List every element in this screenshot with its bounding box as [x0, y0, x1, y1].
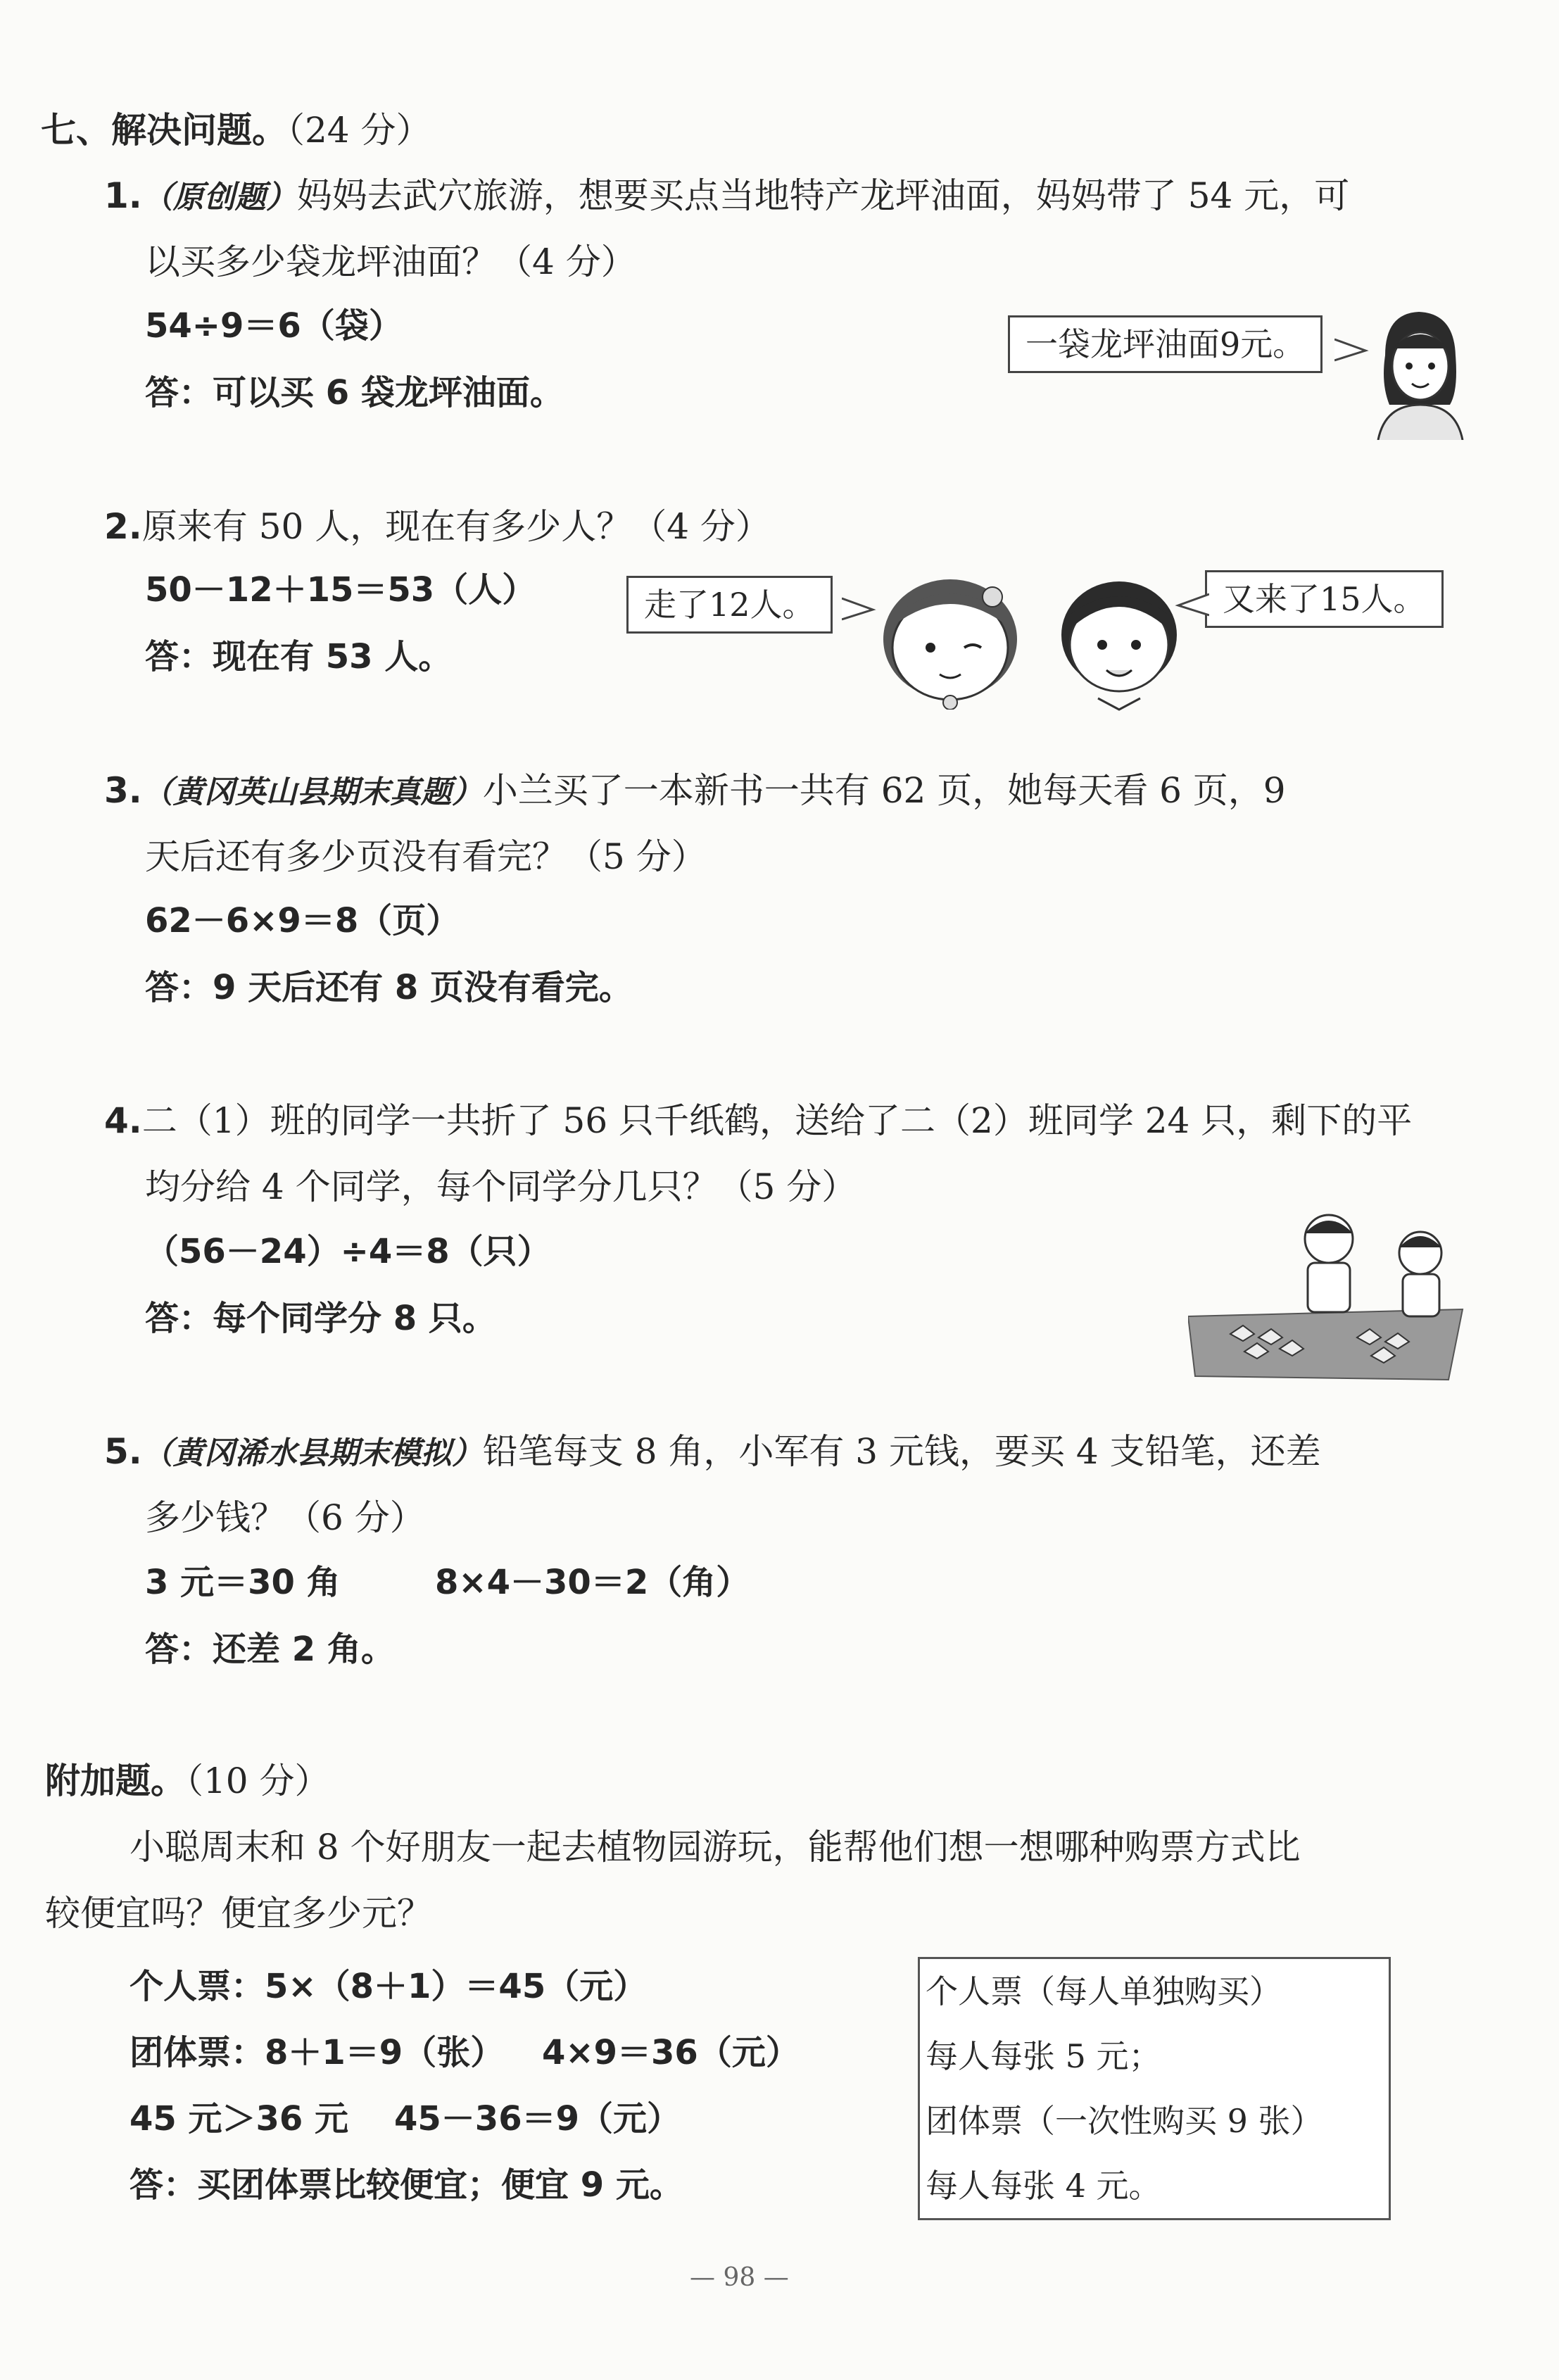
- problem-3-line-1: 3.（黄冈英山县期末真题）小兰买了一本新书一共有 62 页，她每天看 6 页，9: [104, 770, 1286, 811]
- problem-2-answer: 答：现在有 53 人。: [145, 637, 453, 676]
- problem-4-line-2: 均分给 4 个同学，每个同学分几只？（5 分）: [145, 1166, 857, 1207]
- problem-1-answer: 答：可以买 6 袋龙坪油面。: [145, 373, 564, 413]
- bonus-work-3a: 45 元＞36 元: [130, 2099, 349, 2139]
- mother-illustration: [1364, 299, 1470, 440]
- girl-illustration: [873, 569, 1028, 710]
- problem-3-work: 62－6×9＝8（页）: [145, 901, 460, 940]
- problem-3-answer: 答：9 天后还有 8 页没有看完。: [145, 968, 633, 1007]
- problem-2-line-1: 2.原来有 50 人，现在有多少人？（4 分）: [104, 506, 771, 547]
- bonus-line-2: 较便宜吗？便宜多少元？: [45, 1893, 432, 1934]
- bonus-work-2b: 4×9＝36（元）: [542, 2033, 800, 2072]
- ticket-box-line-3: 团体票（一次性购买 9 张）: [926, 2102, 1323, 2140]
- problem-1-line-1: 1.（原创题）妈妈去武穴旅游，想要买点当地特产龙坪油面，妈妈带了 54 元，可: [104, 175, 1350, 216]
- problem-4-answer: 答：每个同学分 8 只。: [145, 1299, 496, 1338]
- speech-bubble-right: 又来了15人。: [1205, 570, 1444, 628]
- problem-5-work-b: 8×4－30＝2（角）: [435, 1563, 750, 1602]
- ticket-box-line-4: 每人每张 4 元。: [926, 2167, 1161, 2205]
- bonus-work-2a: 团体票：8＋1＝9（张）: [130, 2033, 505, 2072]
- section-title: 七、解决问题。（24 分）: [41, 110, 431, 151]
- problem-1-work: 54÷9＝6（袋）: [145, 306, 403, 346]
- boy-illustration: [1056, 572, 1182, 712]
- problem-5-work-a: 3 元＝30 角: [145, 1563, 341, 1602]
- ticket-price-box: [918, 1957, 1391, 2220]
- ticket-box-line-1: 个人票（每人单独购买）: [926, 1972, 1282, 2010]
- bonus-answer: 答：买团体票比较便宜；便宜 9 元。: [130, 2165, 683, 2205]
- problem-2-work: 50－12＋15＝53（人）: [145, 570, 536, 610]
- problem-3-line-2: 天后还有多少页没有看完？（5 分）: [145, 836, 707, 877]
- ticket-box-line-2: 每人每张 5 元；: [926, 2037, 1161, 2075]
- problem-1-line-2: 以买多少袋龙坪油面？（4 分）: [145, 241, 636, 282]
- bonus-work-3b: 45－36＝9（元）: [394, 2099, 681, 2139]
- problem-5-line-2: 多少钱？（6 分）: [145, 1497, 425, 1538]
- problem-4-line-1: 4.二（1）班的同学一共折了 56 只千纸鹤，送给了二（2）班同学 24 只，剩下的平: [104, 1100, 1413, 1141]
- speech-bubble-tail: [842, 596, 877, 624]
- problem-5-line-1: 5.（黄冈浠水县期末模拟）铅笔每支 8 角，小军有 3 元钱，要买 4 支铅笔，还差: [104, 1431, 1321, 1472]
- bonus-work-1: 个人票：5×（8＋1）＝45（元）: [130, 1967, 648, 2006]
- page-number: — 98 —: [690, 2263, 789, 2292]
- speech-bubble-noodle-price: 一袋龙坪油面9元。: [1008, 315, 1323, 373]
- problem-5-answer: 答：还差 2 角。: [145, 1630, 395, 1669]
- problem-4-work: （56－24）÷4＝8（只）: [145, 1232, 551, 1271]
- bonus-title: 附加题。（10 分）: [45, 1761, 330, 1801]
- speech-bubble-left: 走了12人。: [626, 576, 833, 634]
- bonus-line-1: 小聪周末和 8 个好朋友一起去植物园游玩，能帮他们想一想哪种购票方式比: [130, 1827, 1301, 1868]
- paper-cranes-illustration: [1188, 1211, 1470, 1387]
